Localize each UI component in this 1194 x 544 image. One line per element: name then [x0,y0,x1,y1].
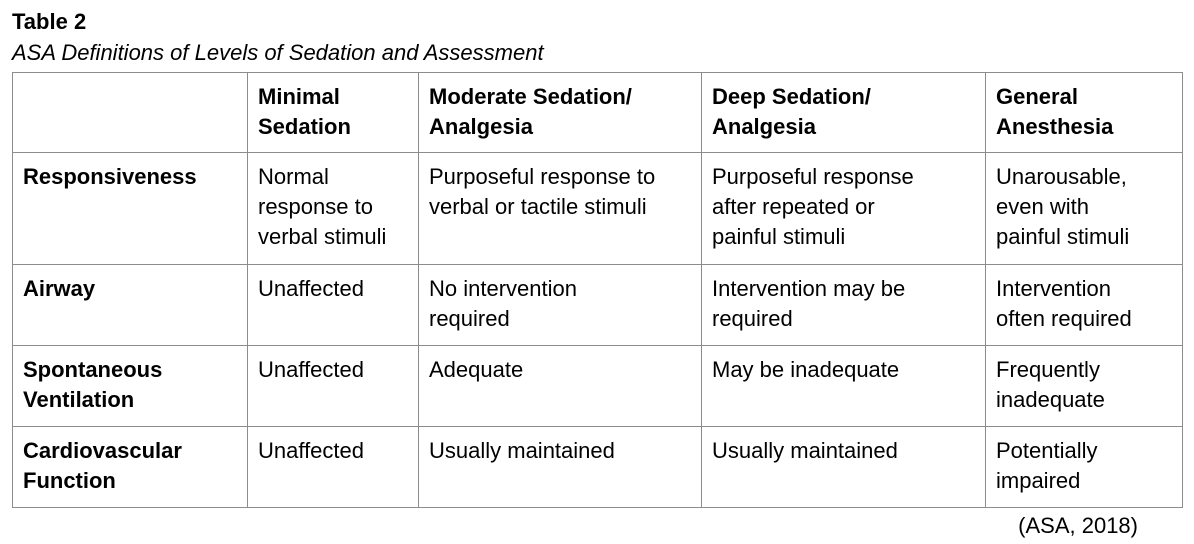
row-label-airway: Airway [13,265,248,346]
row-label-spontaneous-ventilation: Spontaneous Ventilation [13,346,248,427]
cell-cardiovascular-minimal: Unaffected [248,427,419,508]
cell-ventilation-moderate: Adequate [419,346,702,427]
table-header-row [13,73,1183,153]
cell-airway-deep: Intervention may be required [702,265,986,346]
cell-responsiveness-deep: Purposeful response after repeated or painful stimuli [702,153,986,265]
sedation-levels-table [12,72,1183,508]
table-row-responsiveness [13,153,1183,265]
cell-cardiovascular-general: Potentially impaired [986,427,1183,508]
header-moderate-sedation: Moderate Sedation/ Analgesia [419,73,702,153]
table-label: Table 2 [12,9,87,34]
row-label-responsiveness: Responsiveness [13,153,248,265]
header-general-anesthesia: General Anesthesia [986,73,1183,153]
cell-ventilation-minimal: Unaffected [248,346,419,427]
cell-airway-moderate: No intervention required [419,265,702,346]
cell-responsiveness-general: Unarousable, even with painful stimuli [986,153,1183,265]
header-minimal-sedation: Minimal Sedation [248,73,419,153]
table-row-cardiovascular-function [13,427,1183,508]
cell-airway-general: Intervention often required [986,265,1183,346]
row-label-cardiovascular-function: Cardiovascular Function [13,427,248,508]
source-citation: (ASA, 2018) [1018,513,1138,538]
cell-responsiveness-minimal: Normal response to verbal stimuli [248,153,419,265]
cell-cardiovascular-moderate: Usually maintained [419,427,702,508]
table-row-spontaneous-ventilation [13,346,1183,427]
cell-ventilation-deep: May be inadequate [702,346,986,427]
table-title: ASA Definitions of Levels of Sedation and Assessment [12,40,544,65]
header-cell-empty [13,73,248,153]
cell-ventilation-general: Frequently inadequate [986,346,1183,427]
cell-responsiveness-moderate: Purposeful response to verbal or tactile stimuli [419,153,702,265]
header-deep-sedation: Deep Sedation/ Analgesia [702,73,986,153]
cell-cardiovascular-deep: Usually maintained [702,427,986,508]
table-row-airway [13,265,1183,346]
cell-airway-minimal: Unaffected [248,265,419,346]
